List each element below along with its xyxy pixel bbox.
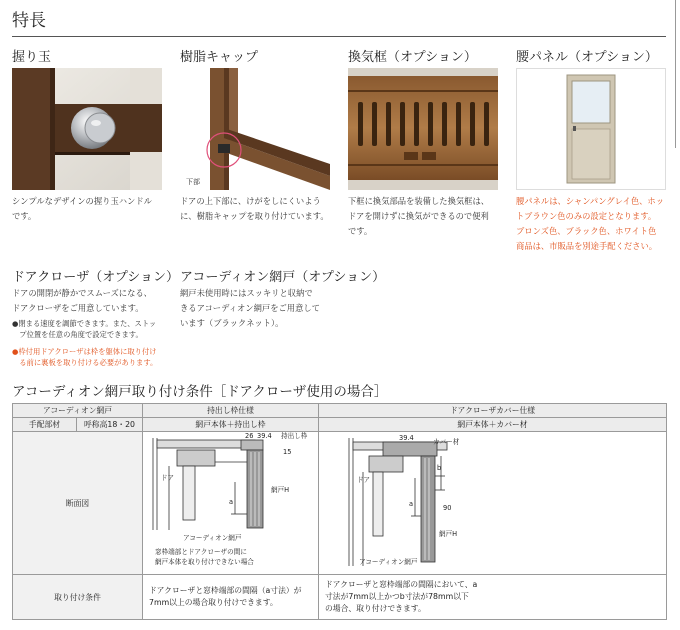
closer-title: ドアクローザ（オプション）: [12, 270, 180, 285]
dim-90: 90: [443, 504, 452, 512]
condition-col1: ドアクローザと窓枠端部の間隔（a寸法）が 7mm以上の場合取り付けできます。: [143, 575, 319, 620]
feature-title-knob: 握り玉: [12, 50, 52, 65]
feature-text-vent: 下框に換気部品を装備した換気框は、 ドアを開けずに換気ができるので便利 です。: [348, 196, 490, 236]
dim-39-4: 39.4: [399, 434, 414, 442]
section-diagram-1: [143, 432, 319, 572]
dim-15: 15: [283, 448, 292, 456]
feature-text-panel: 腰パネルは、シャンパングレイ色、ホッ トブラウン色のみの設定となります。 ブロンズ色、ブラック色、ホワイト色 商品は、市販品を別途手配ください。: [516, 196, 665, 251]
page-heading: 特長: [12, 11, 46, 31]
header-col2: ドアクローザカバー仕様: [319, 404, 667, 418]
photo-resin-cap: [180, 68, 330, 190]
photo-caption-bottom: 下部: [186, 178, 200, 186]
feature-title-cap: 樹脂キャップ: [180, 50, 259, 65]
screen-text: 網戸未使用時にはスッキリと収納で きるアコーディオン網戸をご用意して います（ブラックネット）。: [180, 288, 320, 328]
diagram-cell-col2: [319, 432, 667, 575]
photo-knob: [12, 68, 162, 190]
feature-text-cap: ドアの上下部に、けがをしにくいよう に、樹脂キャップを取り付けています。: [180, 196, 329, 221]
label-accordion-screen: アコーディオン網戸: [183, 534, 242, 542]
closer-note: ●閉まる速度を調節できます。また、ストッ プ位置を任意の角度で設定できます。: [12, 319, 157, 339]
header-parts-label: 手配部材: [13, 418, 77, 432]
header-product: アコーディオン網戸: [13, 404, 143, 418]
page-edge-line: [675, 0, 676, 148]
header-parts-size: 呼称高18・20: [77, 418, 143, 432]
label-a: a: [409, 500, 414, 508]
closer-text: ドアの開閉が静かでスムーズになる、 ドアクローザをご用意しています。: [12, 288, 152, 313]
label-a: a: [229, 498, 234, 506]
closer-warning: ●枠付用ドアクローザは枠を躯体に取り付け る前に裏板を取り付ける必要があります。: [12, 347, 158, 367]
diagram-note-1: 窓枠端部とドアクローザの間に: [155, 548, 247, 556]
section-diagram-2: [319, 432, 667, 572]
label-b: b: [437, 464, 442, 472]
row-label-section: 断面図: [13, 432, 143, 575]
install-conditions-table: [12, 403, 667, 620]
label-accordion-screen: アコーディオン網戸: [359, 558, 418, 566]
header-parts-col2: 網戸本体＋カバー材: [319, 418, 667, 432]
dim-26: 26: [245, 432, 254, 440]
label-screen-height: 網戸H: [271, 486, 290, 494]
dim-label-extension-frame: 持出し枠: [281, 432, 308, 440]
photo-vent: [348, 68, 498, 190]
photo-waist-panel-door: [516, 68, 666, 190]
header-col1: 持出し枠仕様: [143, 404, 319, 418]
header-parts-col1: 網戸本体＋持出し枠: [143, 418, 319, 432]
condition-col2: ドアクローザと窓枠端部の間隔において、a 寸法が7mm以上かつb寸法が78mm以下 の場合、取り付けできます。: [319, 575, 667, 620]
heading-rule: [12, 36, 666, 37]
diagram-note-2: 網戸本体を取り付けできない場合: [155, 558, 254, 566]
screen-title: アコーディオン網戸（オプション）: [180, 270, 386, 285]
label-door: ドア: [357, 476, 371, 484]
row-label-conditions: 取り付け条件: [13, 575, 143, 620]
feature-title-vent: 換気框（オプション）: [348, 50, 477, 65]
section-title-install-conditions: アコーディオン網戸取り付け条件［ドアクローザ使用の場合］: [12, 384, 388, 400]
diagram-cell-col1: [143, 432, 319, 575]
dim-39-4: 39.4: [257, 432, 272, 440]
feature-title-panel: 腰パネル（オプション）: [516, 50, 658, 65]
label-screen-height: 網戸H: [439, 530, 458, 538]
feature-text-knob: シンプルなデザインの握り玉ハンドル です。: [12, 196, 152, 221]
dim-label-cover: カバー材: [433, 438, 460, 446]
label-door: ドア: [161, 474, 175, 482]
